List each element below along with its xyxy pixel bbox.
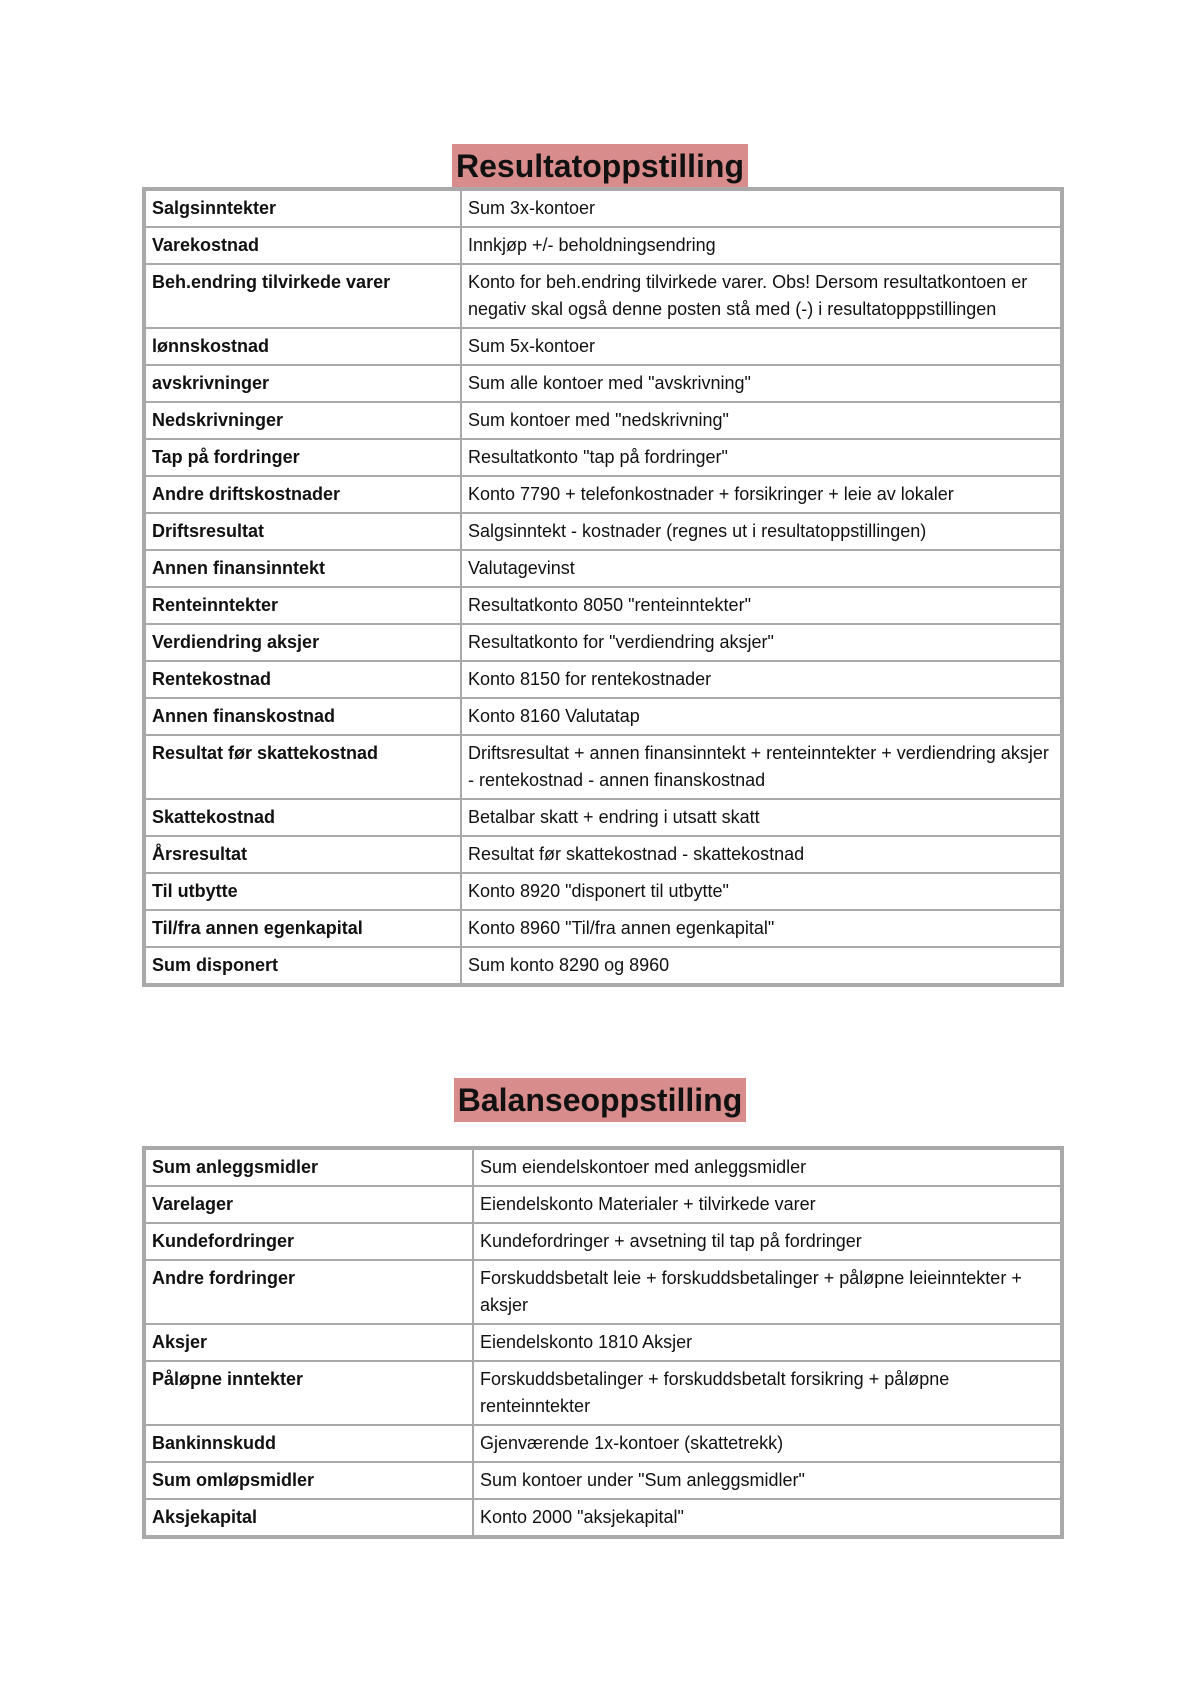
row-value: Konto 8160 Valutatap (461, 698, 1061, 735)
table-row (145, 698, 1061, 735)
row-label: Påløpne inntekter (145, 1361, 473, 1425)
row-label: Driftsresultat (145, 513, 461, 550)
balanse-table (142, 1146, 1064, 1539)
row-label: Andre driftskostnader (145, 476, 461, 513)
table-row (145, 836, 1061, 873)
row-label: Sum disponert (145, 947, 461, 984)
table-row (145, 735, 1061, 799)
row-label: Aksjekapital (145, 1499, 473, 1536)
row-label: Skattekostnad (145, 799, 461, 836)
table-row (145, 1425, 1061, 1462)
row-value: Eiendelskonto 1810 Aksjer (473, 1324, 1061, 1361)
row-value: Sum kontoer under "Sum anleggsmidler" (473, 1462, 1061, 1499)
table-row (145, 1223, 1061, 1260)
row-label: Til/fra annen egenkapital (145, 910, 461, 947)
row-value: Resultatkonto 8050 "renteinntekter" (461, 587, 1061, 624)
table-row (145, 624, 1061, 661)
row-label: Bankinnskudd (145, 1425, 473, 1462)
row-label: Salgsinntekter (145, 190, 461, 227)
row-value: Resultat før skattekostnad - skattekostnad (461, 836, 1061, 873)
table-row (145, 264, 1061, 328)
table-row (145, 476, 1061, 513)
row-label: Årsresultat (145, 836, 461, 873)
table-row (145, 365, 1061, 402)
row-value: Sum 3x-kontoer (461, 190, 1061, 227)
table-row (145, 190, 1061, 227)
section-heading-balanse (0, 1078, 1200, 1122)
row-value: Konto 8960 "Til/fra annen egenkapital" (461, 910, 1061, 947)
row-value: Driftsresultat + annen finansinntekt + renteinntekter + verdiendring aksjer - rentekostnad - annen finanskostnad (461, 735, 1061, 799)
row-value: Innkjøp +/- beholdningsendring (461, 227, 1061, 264)
row-value: Sum konto 8290 og 8960 (461, 947, 1061, 984)
table-row (145, 328, 1061, 365)
table-row (145, 227, 1061, 264)
table-row (145, 513, 1061, 550)
row-label: Til utbytte (145, 873, 461, 910)
row-value: Sum kontoer med "nedskrivning" (461, 402, 1061, 439)
table-row (145, 910, 1061, 947)
row-label: Andre fordringer (145, 1260, 473, 1324)
row-label: Sum omløpsmidler (145, 1462, 473, 1499)
row-label: Varekostnad (145, 227, 461, 264)
table-row (145, 550, 1061, 587)
row-value: Sum alle kontoer med "avskrivning" (461, 365, 1061, 402)
row-label: Rentekostnad (145, 661, 461, 698)
section-title: Balanseoppstilling (454, 1078, 746, 1122)
table-row (145, 661, 1061, 698)
row-label: Kundefordringer (145, 1223, 473, 1260)
table-row (145, 1499, 1061, 1536)
row-value: Gjenværende 1x-kontoer (skattetrekk) (473, 1425, 1061, 1462)
table-row (145, 587, 1061, 624)
row-label: Annen finanskostnad (145, 698, 461, 735)
row-value: Resultatkonto "tap på fordringer" (461, 439, 1061, 476)
row-value: Forskuddsbetalinger + forskuddsbetalt forsikring + påløpne renteinntekter (473, 1361, 1061, 1425)
table-row (145, 1186, 1061, 1223)
row-label: lønnskostnad (145, 328, 461, 365)
row-value: Salgsinntekt - kostnader (regnes ut i resultatoppstillingen) (461, 513, 1061, 550)
row-label: Resultat før skattekostnad (145, 735, 461, 799)
row-label: Renteinntekter (145, 587, 461, 624)
table-row (145, 799, 1061, 836)
row-label: Annen finansinntekt (145, 550, 461, 587)
row-value: Valutagevinst (461, 550, 1061, 587)
row-value: Sum eiendelskontoer med anleggsmidler (473, 1149, 1061, 1186)
resultat-table (142, 187, 1064, 987)
table-row (145, 439, 1061, 476)
row-value: Kundefordringer + avsetning til tap på fordringer (473, 1223, 1061, 1260)
row-value: Konto 2000 "aksjekapital" (473, 1499, 1061, 1536)
table-row (145, 873, 1061, 910)
table-row (145, 1361, 1061, 1425)
section-heading-resultat (0, 144, 1200, 188)
table-row (145, 1324, 1061, 1361)
resultat-table-body (145, 190, 1061, 984)
row-label: Varelager (145, 1186, 473, 1223)
row-label: Aksjer (145, 1324, 473, 1361)
table-row (145, 947, 1061, 984)
row-label: Nedskrivninger (145, 402, 461, 439)
balanse-table-body (145, 1149, 1061, 1536)
row-label: Tap på fordringer (145, 439, 461, 476)
row-value: Konto 8920 "disponert til utbytte" (461, 873, 1061, 910)
row-value: Betalbar skatt + endring i utsatt skatt (461, 799, 1061, 836)
section-title: Resultatoppstilling (452, 144, 748, 188)
row-value: Konto 8150 for rentekostnader (461, 661, 1061, 698)
row-value: Sum 5x-kontoer (461, 328, 1061, 365)
row-label: Beh.endring tilvirkede varer (145, 264, 461, 328)
table-row (145, 1462, 1061, 1499)
row-value: Resultatkonto for "verdiendring aksjer" (461, 624, 1061, 661)
table-row (145, 1260, 1061, 1324)
row-value: Forskuddsbetalt leie + forskuddsbetalinger + påløpne leieinntekter + aksjer (473, 1260, 1061, 1324)
row-label: Verdiendring aksjer (145, 624, 461, 661)
table-row (145, 402, 1061, 439)
row-value: Konto 7790 + telefonkostnader + forsikringer + leie av lokaler (461, 476, 1061, 513)
row-value: Eiendelskonto Materialer + tilvirkede varer (473, 1186, 1061, 1223)
table-row (145, 1149, 1061, 1186)
row-label: avskrivninger (145, 365, 461, 402)
row-label: Sum anleggsmidler (145, 1149, 473, 1186)
row-value: Konto for beh.endring tilvirkede varer. Obs! Dersom resultatkontoen er negativ skal også denne posten stå med (-) i resultatopppstillingen (461, 264, 1061, 328)
